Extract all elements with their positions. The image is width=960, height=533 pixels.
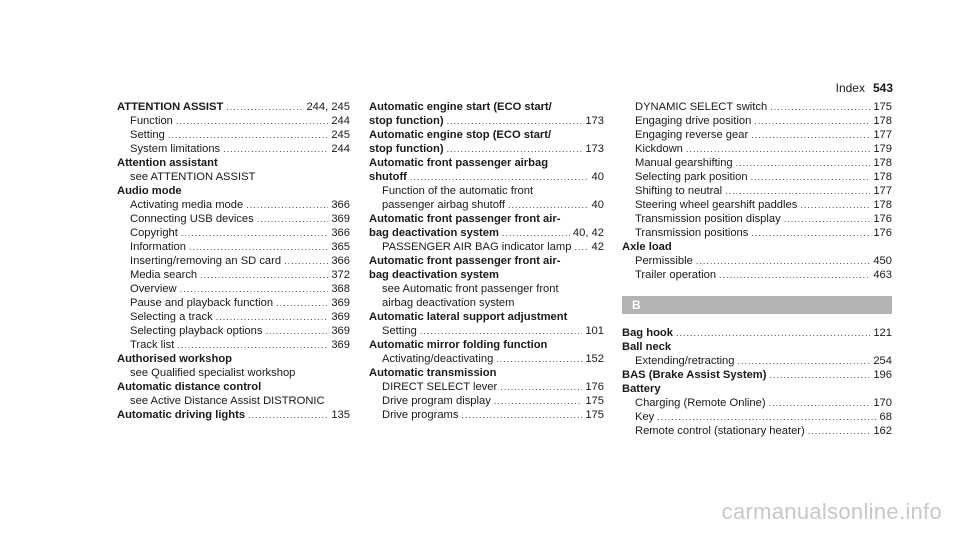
page-reference: 121 <box>873 327 892 339</box>
dot-leader <box>769 396 871 410</box>
index-entry-text: Bag hook <box>622 327 673 339</box>
index-entry-heading <box>369 212 604 226</box>
index-entry-heading <box>622 326 892 340</box>
index-entry-text: Drive program display <box>382 395 491 407</box>
page-number: 543 <box>872 81 893 95</box>
dot-leader <box>751 226 870 240</box>
page-reference: 369 <box>331 297 350 309</box>
index-subentry <box>117 212 350 226</box>
page-reference: 372 <box>331 269 350 281</box>
index-entry-text: Axle load <box>622 241 672 253</box>
index-subentry <box>369 198 604 212</box>
index-subentry <box>117 226 350 240</box>
index-subentry <box>369 352 604 366</box>
page-reference: 369 <box>331 325 350 337</box>
dot-leader <box>494 394 583 408</box>
index-entry-text: Battery <box>622 383 661 395</box>
dot-leader <box>496 352 582 366</box>
index-see-reference: Function of the automatic front <box>382 185 534 197</box>
index-subentry <box>622 226 892 240</box>
index-entry-text: Selecting park position <box>635 171 748 183</box>
index-entry-heading <box>369 142 604 156</box>
watermark: carmanualsonline.info <box>721 499 942 524</box>
index-entry-text: Function <box>130 115 173 127</box>
index-entry-text: Selecting a track <box>130 311 213 323</box>
index-entry-text: Kickdown <box>635 143 683 155</box>
index-entry-text: shutoff <box>369 171 407 183</box>
index-entry-heading <box>369 156 604 170</box>
dot-leader <box>257 212 329 226</box>
index-column-2 <box>369 100 604 422</box>
page-reference: 135 <box>331 409 350 421</box>
index-entry-text: stop function) <box>369 143 444 155</box>
dot-leader <box>754 114 870 128</box>
dot-leader <box>226 100 303 114</box>
page-reference: 366 <box>331 227 350 239</box>
index-column-3 <box>622 100 892 438</box>
index-subentry <box>622 100 892 114</box>
index-entry-text: Ball neck <box>622 341 672 353</box>
index-entry-text: System limitations <box>130 143 221 155</box>
page-reference: 173 <box>585 143 604 155</box>
index-entry-text: Pause and playback function <box>130 297 274 309</box>
page-reference: 369 <box>331 311 350 323</box>
page-reference: 366 <box>331 255 350 267</box>
index-entry-text: Attention assistant <box>117 157 218 169</box>
index-subentry <box>117 296 350 310</box>
dot-leader <box>176 114 328 128</box>
dot-leader <box>276 296 328 310</box>
dot-leader <box>180 282 329 296</box>
index-entry-heading <box>622 340 892 354</box>
index-entry-text: Extending/retracting <box>635 355 735 367</box>
index-subentry <box>117 310 350 324</box>
dot-leader <box>719 268 870 282</box>
page-reference: 40 <box>591 171 604 183</box>
index-entry-text: Authorised workshop <box>117 353 232 365</box>
index-subentry <box>369 380 604 394</box>
page-reference: 450 <box>873 255 892 267</box>
dot-leader <box>168 128 328 142</box>
page-reference: 162 <box>873 425 892 437</box>
index-see-reference: see Automatic front passenger front <box>382 283 559 295</box>
index-entry-heading <box>369 254 604 268</box>
index-entry-heading <box>117 380 350 394</box>
index-entry-text: Automatic front passenger front air- <box>369 255 561 267</box>
index-subentry <box>117 114 350 128</box>
page-reference: 176 <box>873 227 892 239</box>
index-subentry <box>622 424 892 438</box>
page-reference: 365 <box>331 241 350 253</box>
page-reference: 244 <box>331 143 350 155</box>
index-entry-heading <box>369 114 604 128</box>
index-entry-heading <box>117 352 350 366</box>
index-subentry <box>369 394 604 408</box>
index-subentry <box>622 254 892 268</box>
index-entry-text: Setting <box>382 325 417 337</box>
index-subentry <box>622 114 892 128</box>
dot-leader <box>508 198 589 212</box>
index-subentry <box>622 184 892 198</box>
index-subentry <box>622 198 892 212</box>
page-reference: 173 <box>585 115 604 127</box>
index-entry-text: Engaging drive position <box>635 115 752 127</box>
page-reference: 176 <box>585 381 604 393</box>
index-entry-heading <box>369 268 604 282</box>
dot-leader <box>420 324 582 338</box>
index-entry-text: Automatic mirror folding function <box>369 339 548 351</box>
dot-leader <box>284 254 328 268</box>
dot-leader <box>736 156 871 170</box>
dot-leader <box>461 408 582 422</box>
index-entry-heading <box>622 382 892 396</box>
index-subentry <box>117 268 350 282</box>
index-entry-text: Charging (Remote Online) <box>635 397 766 409</box>
page-reference: 68 <box>879 411 892 423</box>
index-entry-text: Automatic distance control <box>117 381 262 393</box>
index-entry-text: Connecting USB devices <box>130 213 254 225</box>
index-entry-text: Key <box>635 411 655 423</box>
dot-leader <box>738 354 871 368</box>
dot-leader <box>189 240 328 254</box>
index-subentry <box>622 156 892 170</box>
index-entry-text: Activating media mode <box>130 199 244 211</box>
index-entry-text: Remote control (stationary heater) <box>635 425 805 437</box>
dot-leader <box>216 310 329 324</box>
index-entry-heading <box>369 310 604 324</box>
dot-leader <box>769 368 870 382</box>
dot-leader <box>725 184 870 198</box>
index-subentry <box>117 338 350 352</box>
index-entry-heading <box>369 338 604 352</box>
dot-leader <box>265 324 328 338</box>
dot-leader <box>751 128 870 142</box>
index-entry-text: Track list <box>130 339 175 351</box>
page-reference: 177 <box>873 185 892 197</box>
page-reference: 254 <box>873 355 892 367</box>
index-entry-text: Permissible <box>635 255 693 267</box>
dot-leader <box>177 338 328 352</box>
index-subentry <box>369 324 604 338</box>
dot-leader <box>751 170 871 184</box>
index-entry-text: BAS (Brake Assist System) <box>622 369 767 381</box>
index-see-reference: airbag deactivation system <box>382 297 515 309</box>
page-reference: 175 <box>585 409 604 421</box>
index-see-reference: see ATTENTION ASSIST <box>130 171 256 183</box>
index-subentry <box>117 254 350 268</box>
index-entry-text: Drive programs <box>382 409 459 421</box>
page-reference: 170 <box>873 397 892 409</box>
index-entry-heading <box>369 170 604 184</box>
index-entry-heading <box>117 100 350 114</box>
index-entry-text: Selecting playback options <box>130 325 263 337</box>
index-entry-text: bag deactivation system <box>369 269 499 281</box>
index-subentry <box>622 170 892 184</box>
index-entry-heading <box>117 408 350 422</box>
index-subentry <box>622 396 892 410</box>
page-reference: 244 <box>331 115 350 127</box>
index-subentry <box>622 128 892 142</box>
page-reference: 178 <box>873 199 892 211</box>
index-entry-text: Media search <box>130 269 198 281</box>
index-subentry <box>117 142 350 156</box>
index-entry-text: Shifting to neutral <box>635 185 723 197</box>
index-subentry <box>622 212 892 226</box>
index-entry-text: PASSENGER AIR BAG indicator lamp <box>382 241 572 253</box>
page-reference: 178 <box>873 171 892 183</box>
index-entry-heading <box>117 156 350 170</box>
page-reference: 366 <box>331 199 350 211</box>
index-entry-heading <box>622 368 892 382</box>
index-see-reference: see Qualified specialist workshop <box>130 367 296 379</box>
index-see-reference: see Active Distance Assist DISTRONIC <box>130 395 325 407</box>
section-letter-bar: B <box>622 296 892 314</box>
index-entry-text: Automatic front passenger airbag <box>369 157 549 169</box>
index-entry-text: Overview <box>130 283 177 295</box>
index-subentry <box>117 282 350 296</box>
page-reference: 196 <box>873 369 892 381</box>
dot-leader <box>800 198 870 212</box>
index-column-3-part-b <box>622 326 892 438</box>
index-entry-text: Manual gearshifting <box>635 157 733 169</box>
index-subentry <box>622 142 892 156</box>
page-reference: 245 <box>331 129 350 141</box>
dot-leader <box>808 424 871 438</box>
index-entry-text: DYNAMIC SELECT switch <box>635 101 768 113</box>
page-reference: 369 <box>331 213 350 225</box>
page-reference: 42 <box>591 241 604 253</box>
index-entry-text: Steering wheel gearshift paddles <box>635 199 798 211</box>
index-column-1 <box>117 100 350 422</box>
index-subentry <box>369 408 604 422</box>
index-entry-text: Trailer operation <box>635 269 717 281</box>
index-entry-text: bag deactivation system <box>369 227 499 239</box>
index-subentry <box>117 324 350 338</box>
index-entry-text: Automatic front passenger front air- <box>369 213 561 225</box>
index-entry-text: Setting <box>130 129 165 141</box>
index-entry-heading <box>622 240 892 254</box>
page-reference: 40 <box>591 199 604 211</box>
dot-leader <box>410 170 589 184</box>
dot-leader <box>223 142 328 156</box>
dot-leader <box>447 142 583 156</box>
index-entry-heading <box>369 100 604 114</box>
page-reference: 244, 245 <box>306 101 350 113</box>
page-header <box>836 81 893 95</box>
header-label: Index <box>835 81 865 95</box>
page-reference: 369 <box>331 339 350 351</box>
page-reference: 178 <box>873 115 892 127</box>
index-entry-text: passenger airbag shutoff <box>382 199 505 211</box>
index-entry-text: Copyright <box>130 227 178 239</box>
dot-leader <box>574 240 588 254</box>
page-reference: 463 <box>873 269 892 281</box>
index-subentry <box>117 198 350 212</box>
index-entry-heading <box>117 184 350 198</box>
index-entry-text: Inserting/removing an SD card <box>130 255 282 267</box>
index-subentry <box>622 268 892 282</box>
page-reference: 175 <box>585 395 604 407</box>
index-entry-text: Activating/deactivating <box>382 353 494 365</box>
index-column-3-part-a <box>622 100 892 282</box>
dot-leader <box>657 410 876 424</box>
index-subentry <box>117 128 350 142</box>
index-subentry <box>117 240 350 254</box>
dot-leader <box>447 114 583 128</box>
page-reference: 101 <box>585 325 604 337</box>
dot-leader <box>784 212 871 226</box>
index-entry-text: stop function) <box>369 115 444 127</box>
dot-leader <box>696 254 871 268</box>
index-entry-text: Automatic driving lights <box>117 409 246 421</box>
page-reference: 40, 42 <box>572 227 604 239</box>
dot-leader <box>248 408 328 422</box>
index-entry-heading <box>369 128 604 142</box>
dot-leader <box>502 226 570 240</box>
index-entry-text: ATTENTION ASSIST <box>117 101 224 113</box>
index-entry-text: Engaging reverse gear <box>635 129 749 141</box>
dot-leader <box>500 380 582 394</box>
index-subentry <box>622 354 892 368</box>
dot-leader <box>770 100 870 114</box>
dot-leader <box>181 226 328 240</box>
index-entry-text: Automatic engine start (ECO start/ <box>369 101 552 113</box>
dot-leader <box>200 268 328 282</box>
index-subentry <box>622 410 892 424</box>
index-entry-text: Transmission position display <box>635 213 781 225</box>
page-reference: 179 <box>873 143 892 155</box>
index-entry-text: Automatic transmission <box>369 367 497 379</box>
index-entry-heading <box>369 366 604 380</box>
dot-leader <box>246 198 328 212</box>
page-reference: 175 <box>873 101 892 113</box>
page-reference: 178 <box>873 157 892 169</box>
index-subentry <box>369 240 604 254</box>
page-reference: 368 <box>331 283 350 295</box>
page-reference: 152 <box>585 353 604 365</box>
index-entry-text: Transmission positions <box>635 227 749 239</box>
index-entry-text: DIRECT SELECT lever <box>382 381 498 393</box>
page-reference: 176 <box>873 213 892 225</box>
index-entry-text: Automatic engine stop (ECO start/ <box>369 129 552 141</box>
dot-leader <box>686 142 870 156</box>
index-entry-heading <box>369 226 604 240</box>
index-entry-text: Information <box>130 241 186 253</box>
index-entry-text: Audio mode <box>117 185 182 197</box>
page-reference: 177 <box>873 129 892 141</box>
index-entry-text: Automatic lateral support adjustment <box>369 311 568 323</box>
dot-leader <box>676 326 870 340</box>
